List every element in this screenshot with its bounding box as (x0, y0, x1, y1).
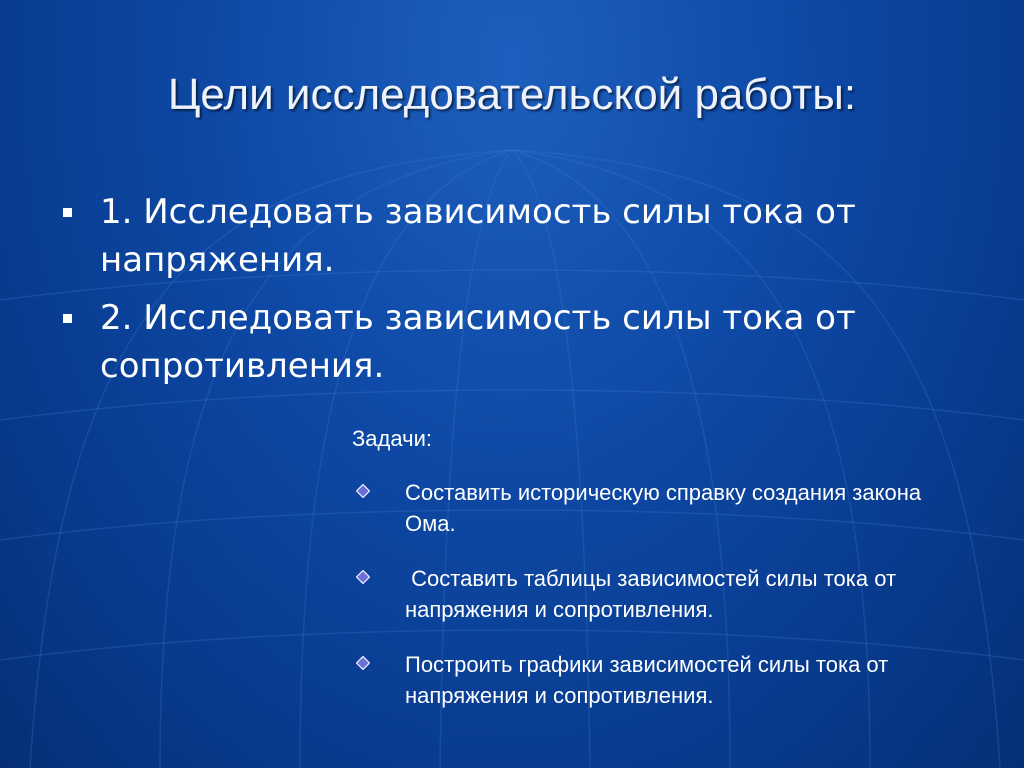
diamond-bullet-icon (356, 656, 370, 670)
goals-list (60, 188, 960, 400)
square-bullet-icon (63, 208, 72, 217)
task-item (352, 563, 972, 625)
goal-item (60, 294, 960, 390)
task-text: Составить историческую справку создания закона Ома. (405, 480, 922, 536)
task-text: Построить графики зависимостей силы тока от напряжения и сопротивления. (405, 652, 889, 708)
slide-title: Цели исследовательской работы: (167, 70, 857, 119)
tasks-heading: Задачи: (352, 426, 432, 451)
goal-text: 2. Исследовать зависимость силы тока от сопротивления. (100, 298, 856, 386)
goal-item (60, 188, 960, 284)
diamond-bullet-icon (356, 570, 370, 584)
tasks-block (352, 425, 972, 735)
goal-text: 1. Исследовать зависимость силы тока от напряжения. (100, 192, 856, 280)
diamond-bullet-icon (356, 484, 370, 498)
task-item (352, 477, 972, 539)
square-bullet-icon (63, 314, 72, 323)
task-item (352, 649, 972, 711)
task-text: Составить таблицы зависимостей силы тока от напряжения и сопротивления. (405, 566, 903, 622)
